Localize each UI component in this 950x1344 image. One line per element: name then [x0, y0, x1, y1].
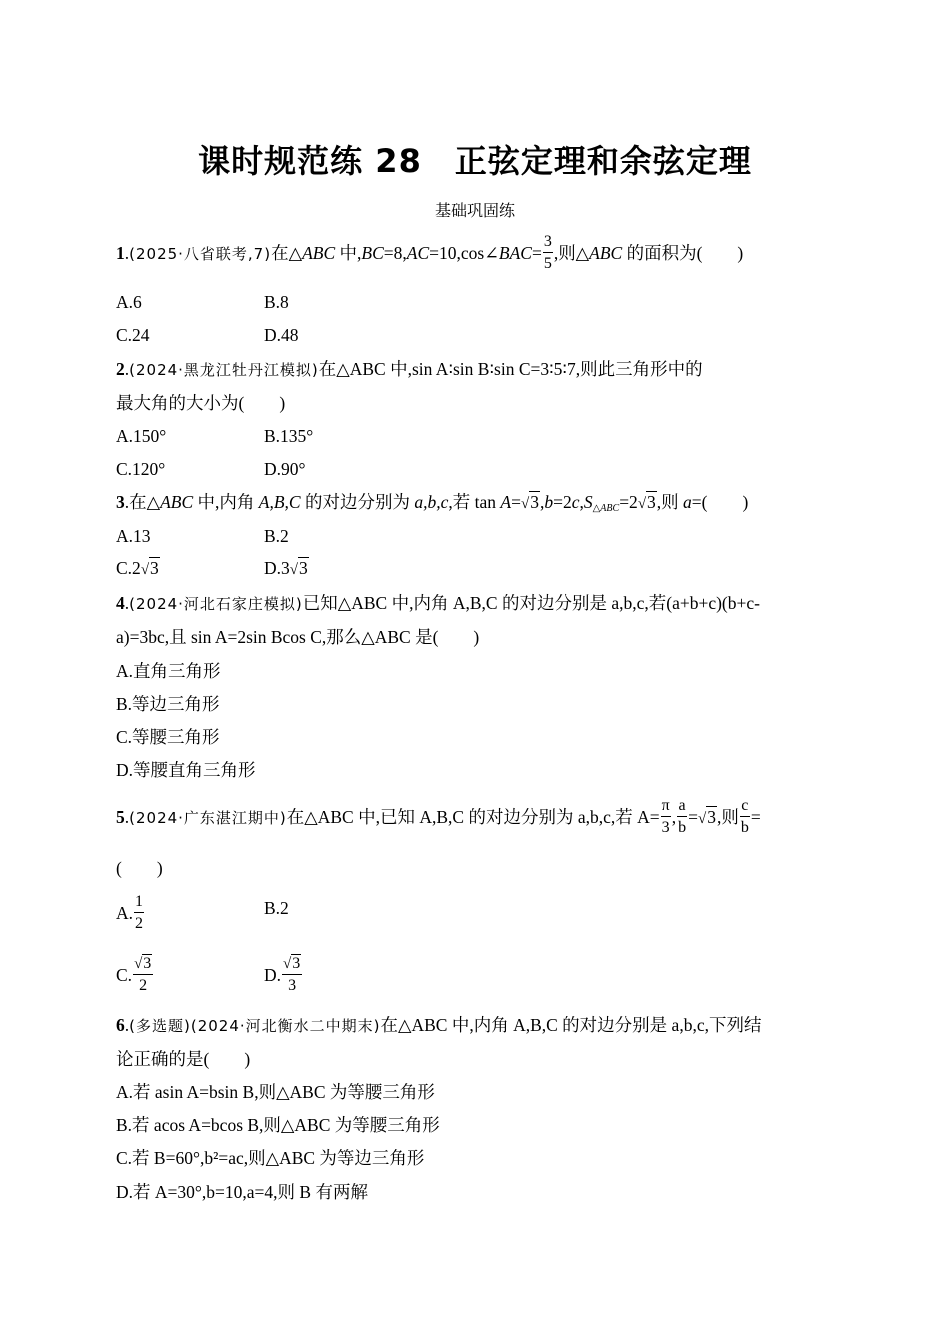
- option-d: D.等腰直角三角形: [116, 760, 256, 780]
- question-source: (2024·广东湛江期中): [129, 809, 287, 828]
- numerator: a: [677, 798, 687, 817]
- square-root: √3: [637, 492, 656, 512]
- option-c: C.120°: [116, 459, 166, 479]
- question-4-line-2: a)=3bc,且 sin A=2sin Bcos C,那么△ABC 是( ): [116, 627, 480, 647]
- numerator: 1: [134, 894, 144, 913]
- option-d: D.90°: [264, 459, 306, 479]
- section-heading: 基础巩固练: [434, 201, 515, 220]
- q-text: 在△ABC 中,已知 A,B,C 的对边分别为 a,b,c,若 A=: [286, 807, 660, 828]
- numerator: π: [661, 798, 671, 817]
- question-6-line-2: 论正确的是( ): [116, 1049, 251, 1069]
- q-text: a: [683, 492, 692, 512]
- numerator: 3: [543, 234, 553, 253]
- question-source: (2025·八省联考,7): [129, 245, 272, 264]
- question-5: 5.(2024·广东湛江期中)在△ABC 中,已知 A,B,C 的对边分别为 a,b,c,若 A= $\frac{\pi}{3}$ , $\frac{a}{b}$ =√3,则 $\frac{c}{b}$ =: [116, 797, 761, 836]
- question-source: (2024·黑龙江牡丹江模拟): [129, 361, 319, 379]
- answer-parentheses: ( ): [116, 858, 163, 878]
- option-a: A.6: [116, 292, 142, 312]
- q-text: 中,: [339, 243, 362, 264]
- square-root: √3: [697, 807, 716, 828]
- q-text: 中,内角: [197, 492, 255, 512]
- q-text: A: [500, 492, 512, 512]
- question-2: 2.(2024·黑龙江牡丹江模拟)在△ABC 中,sin A∶sin B∶sin C=3∶5∶7,则此三角形中的: [116, 359, 703, 379]
- option-b: B.8: [264, 292, 289, 312]
- q-text: ABC: [302, 243, 336, 264]
- denominator: 3: [288, 977, 297, 994]
- q-text: =( ): [691, 492, 749, 512]
- q-text: 在△: [271, 243, 303, 264]
- denominator: 3: [661, 819, 670, 836]
- q-text: AC: [406, 243, 430, 264]
- q-text: S: [583, 492, 593, 512]
- option-c: C.等腰三角形: [116, 727, 220, 747]
- page-title: 课时规范练 28 正弦定理和余弦定理: [198, 142, 752, 180]
- q-text: ,: [579, 492, 584, 512]
- option-a: A.若 asin A=bsin B,则△ABC 为等腰三角形: [116, 1082, 435, 1102]
- radicand: 3: [292, 955, 301, 972]
- numerator: c: [740, 798, 750, 817]
- fraction: [282, 956, 302, 994]
- question-source: (2024·河北石家庄模拟): [129, 595, 303, 613]
- q-text: BAC: [498, 243, 532, 264]
- square-root: √3: [283, 955, 301, 972]
- option-b: B.等边三角形: [116, 694, 220, 714]
- option-b: B.2: [264, 526, 289, 546]
- option-c: C.24: [116, 325, 150, 345]
- q-text: =: [511, 492, 521, 512]
- option-b: B.若 acos A=bcos B,则△ABC 为等腰三角形: [116, 1115, 440, 1135]
- q-text: b: [544, 492, 554, 512]
- subscript: △ABC: [592, 503, 620, 514]
- square-root: √3: [520, 492, 539, 512]
- radicand: 3: [647, 492, 656, 512]
- q-text: .在△: [124, 492, 161, 512]
- radicand: 3: [299, 558, 308, 578]
- denominator: b: [740, 819, 749, 836]
- option-label: D.: [264, 965, 282, 986]
- q-text: ABC: [589, 243, 623, 264]
- fraction: [134, 894, 144, 932]
- option-a: A.150°: [116, 426, 167, 446]
- q-text: 的面积为( ): [626, 243, 744, 264]
- option-d: D.48: [264, 325, 299, 345]
- question-number: 4: [116, 593, 125, 613]
- denominator: 5: [543, 255, 552, 272]
- option-c: C.若 B=60°,b²=ac,则△ABC 为等边三角形: [116, 1148, 425, 1168]
- q-text: 的对边分别为: [304, 492, 410, 512]
- q-text: ABC: [160, 492, 194, 512]
- option-c: [116, 556, 160, 582]
- fraction: [740, 798, 750, 836]
- q-text: A,B,C: [258, 492, 301, 512]
- fraction: [543, 234, 553, 272]
- q-text: BC: [361, 243, 384, 264]
- option-a: A.13: [116, 526, 151, 546]
- option-label: C.: [116, 965, 133, 986]
- question-source: (2024·河北衡水二中期末): [190, 1017, 381, 1035]
- square-root: √3: [134, 955, 152, 972]
- q-text: =: [750, 807, 761, 828]
- square-root: √3: [289, 558, 308, 578]
- denominator: 2: [135, 915, 144, 932]
- q-text: =: [531, 243, 542, 264]
- q-text: 已知△ABC 中,内角 A,B,C 的对边分别是 a,b,c,若(a+b+c)(b+c-: [302, 593, 760, 613]
- fraction: [677, 798, 687, 836]
- numerator: [282, 956, 302, 975]
- numerator: [133, 956, 153, 975]
- q-text: ,则△: [553, 243, 590, 264]
- option-c: [116, 955, 154, 996]
- radicand: 3: [707, 807, 716, 828]
- question-number: 2: [116, 359, 125, 379]
- q-text: ,则: [656, 492, 679, 512]
- q-text: =2: [553, 492, 572, 512]
- question-number: 1: [116, 243, 125, 264]
- question-3: [116, 490, 748, 521]
- q-text: =2: [619, 492, 638, 512]
- question-6: 6.(多选题)(2024·河北衡水二中期末)在△ABC 中,内角 A,B,C 的对边分别是 a,b,c,下列结: [116, 1015, 762, 1035]
- question-number: 3: [116, 492, 125, 512]
- option-label: A.: [116, 903, 134, 924]
- radicand: 3: [150, 558, 159, 578]
- option-d: D.若 A=30°,b=10,a=4,则 B 有两解: [116, 1182, 368, 1202]
- q-text: ,: [539, 492, 545, 512]
- option-d: [264, 556, 309, 582]
- q-text: 在△ABC 中,sin A∶sin B∶sin C=3∶5∶7,则此三角形中的: [318, 359, 703, 379]
- question-1: 1.(2025·八省联考,7)在△ABC 中,BC=8,AC=10,cos∠BAC= $\frac{3}{5}$ ,则△ABC 的面积为( ): [116, 233, 744, 272]
- q-text: ,则: [716, 807, 739, 828]
- option-d: [264, 955, 303, 996]
- q-text: =8,: [383, 243, 407, 264]
- fraction: [661, 798, 671, 836]
- option-a: [116, 893, 145, 934]
- question-4: 4.(2024·河北石家庄模拟)已知△ABC 中,内角 A,B,C 的对边分别是 a,b,c,若(a+b+c)(b+c-: [116, 593, 760, 613]
- radicand: 3: [530, 492, 539, 512]
- square-root: √3: [140, 558, 159, 578]
- q-text: ,若 tan: [448, 492, 497, 512]
- question-number: 6: [116, 1015, 125, 1035]
- radicand: 3: [143, 955, 152, 972]
- option-label: D.3: [264, 558, 290, 578]
- q-text: 在△ABC 中,内角 A,B,C 的对边分别是 a,b,c,下列结: [380, 1015, 762, 1035]
- question-number: 5: [116, 807, 125, 828]
- q-text: a,b,c: [414, 492, 449, 512]
- option-b: B.2: [264, 898, 289, 918]
- fraction: [133, 956, 153, 994]
- q-text: ,: [671, 807, 677, 828]
- option-a: A.直角三角形: [116, 661, 221, 681]
- option-label: C.2: [116, 558, 141, 578]
- q-text: c: [571, 492, 580, 512]
- q-text: =: [688, 807, 698, 828]
- question-2-line-2: 最大角的大小为( ): [116, 393, 286, 413]
- question-tag: (多选题): [129, 1017, 191, 1035]
- option-b: B.135°: [264, 426, 314, 446]
- q-text: =10,cos∠: [429, 243, 499, 264]
- denominator: 2: [139, 977, 148, 994]
- denominator: b: [678, 819, 687, 836]
